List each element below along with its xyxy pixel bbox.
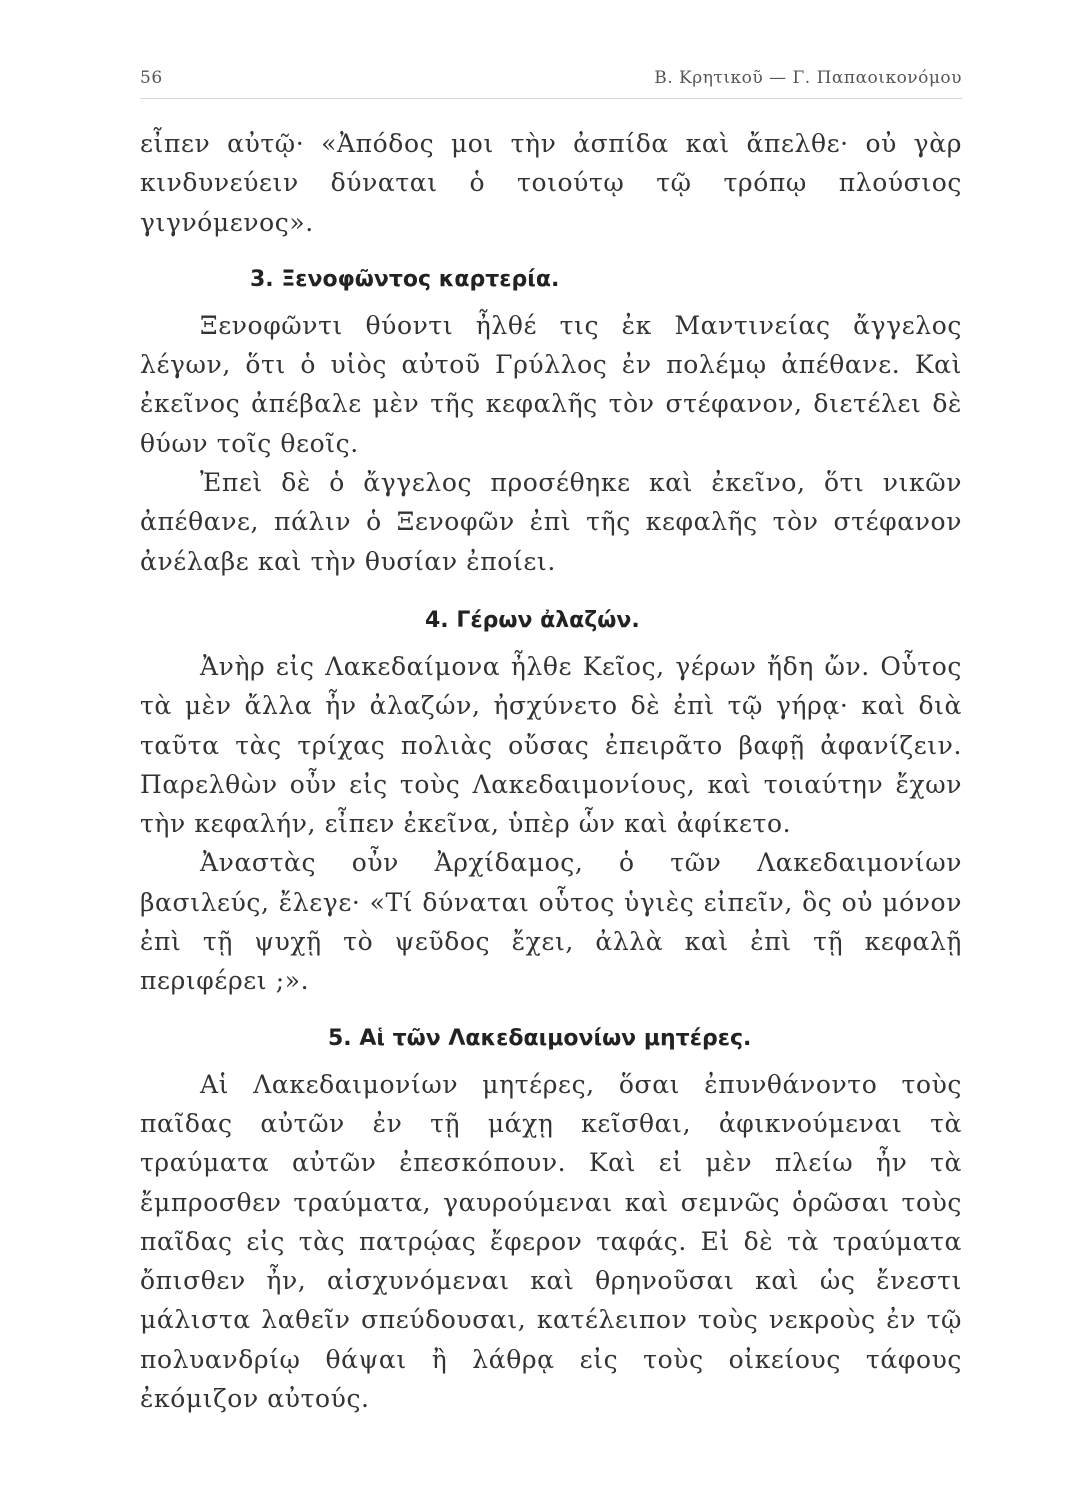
section-4-paragraph-2: Ἀναστὰς οὖν Ἀρχίδαμος, ὁ τῶν Λακεδαιμονίων βασιλεύς, ἔλεγε· «Τί δύναται οὗτος ὑγιὲς εἰπεῖν, ὃς οὐ μόνον ἐπὶ τῇ ψυχῇ τὸ ψεῦδος ἔχει, ἀλλὰ καὶ ἐπὶ τῇ κεφαλῇ περιφέρει ;». — [140, 848, 962, 996]
running-head — [140, 68, 962, 99]
section-5-paragraph-1: Αἱ Λακεδαιμονίων μητέρες, ὅσαι ἐπυνθάνοντο τοὺς παῖδας αὐτῶν ἐν τῇ μάχῃ κεῖσθαι, ἀφικνούμεναι τὰ τραύματα αὐτῶν ἐπεσκόπουν. Καὶ εἰ μὲν πλείω ἦν τὰ ἔμπροσθεν τραύματα, γαυρούμεναι καὶ σεμνῶς ὁρῶσαι τοὺς παῖδας εἰς τὰς πατρῴας ἔφερον ταφάς. Εἰ δὲ τὰ τραύματα ὄπισθεν ἦν, αἰσχυνόμεναι καὶ θρηνοῦσαι καὶ ὡς ἔνεστι μάλιστα λαθεῖν σπεύδουσαι, κατέλειπον τοὺς νεκροὺς ἐν τῷ πολυανδρίῳ θάψαι ἢ λάθρᾳ εἰς τοὺς οἰκείους τάφους ἐκόμιζον αὐτούς. — [140, 1069, 962, 1414]
page-number: 56 — [140, 68, 163, 88]
section-3-paragraph-2: Ἐπεὶ δὲ ὁ ἄγγελος προσέθηκε καὶ ἐκεῖνο, ὅτι νικῶν ἀπέθανε, πάλιν ὁ Ξενοφῶν ἐπὶ τῆς κεφαλῆς τὸν στέφανον ἀνέλαβε καὶ τὴν θυσίαν ἐποίει. — [140, 468, 962, 576]
section-3-heading: 3. Ξενοφῶντος καρτερία. — [250, 266, 560, 292]
section-3-paragraph-1: Ξενοφῶντι θύοντι ἦλθέ τις ἐκ Μαντινείας ἄγγελος λέγων, ὅτι ὁ υἱὸς αὐτοῦ Γρύλλος ἐν πολέμῳ ἀπέθανε. Καὶ ἐκεῖνος ἀπέβαλε μὲν τῆς κεφαλῆς τὸν στέφανον, διετέλει δὲ θύων τοῖς θεοῖς. — [140, 310, 962, 458]
running-head-authors: Β. Κρητικοῦ — Γ. Παπαοικονόμου — [654, 68, 962, 88]
intro-paragraph: εἶπεν αὐτῷ· «Ἀπόδος μοι τὴν ἀσπίδα καὶ ἄπελθε· οὐ γὰρ κινδυνεύειν δύναται ὁ τοιούτῳ τῷ τρόπῳ πλούσιος γιγνόμενος». — [140, 129, 962, 237]
book-page — [140, 68, 962, 1418]
section-4-paragraph-1: Ἀνὴρ εἰς Λακεδαίμονα ἦλθε Κεῖος, γέρων ἤδη ὤν. Οὗτος τὰ μὲν ἄλλα ἦν ἀλαζών, ἠσχύνετο δὲ ἐπὶ τῷ γήρᾳ· καὶ διὰ ταῦτα τὰς τρίχας πολιὰς οὔσας ἐπειρᾶτο βαφῇ ἀφανίζειν. Παρελθὼν οὖν εἰς τοὺς Λακεδαιμονίους, καὶ τοιαύτην ἔχων τὴν κεφαλήν, εἶπεν ἐκεῖνα, ὑπὲρ ὧν καὶ ἀφίκετο. — [140, 651, 962, 839]
section-4-heading: 4. Γέρων ἀλαζών. — [425, 607, 640, 633]
section-5-heading: 5. Αἱ τῶν Λακεδαιμονίων μητέρες. — [328, 1025, 752, 1051]
